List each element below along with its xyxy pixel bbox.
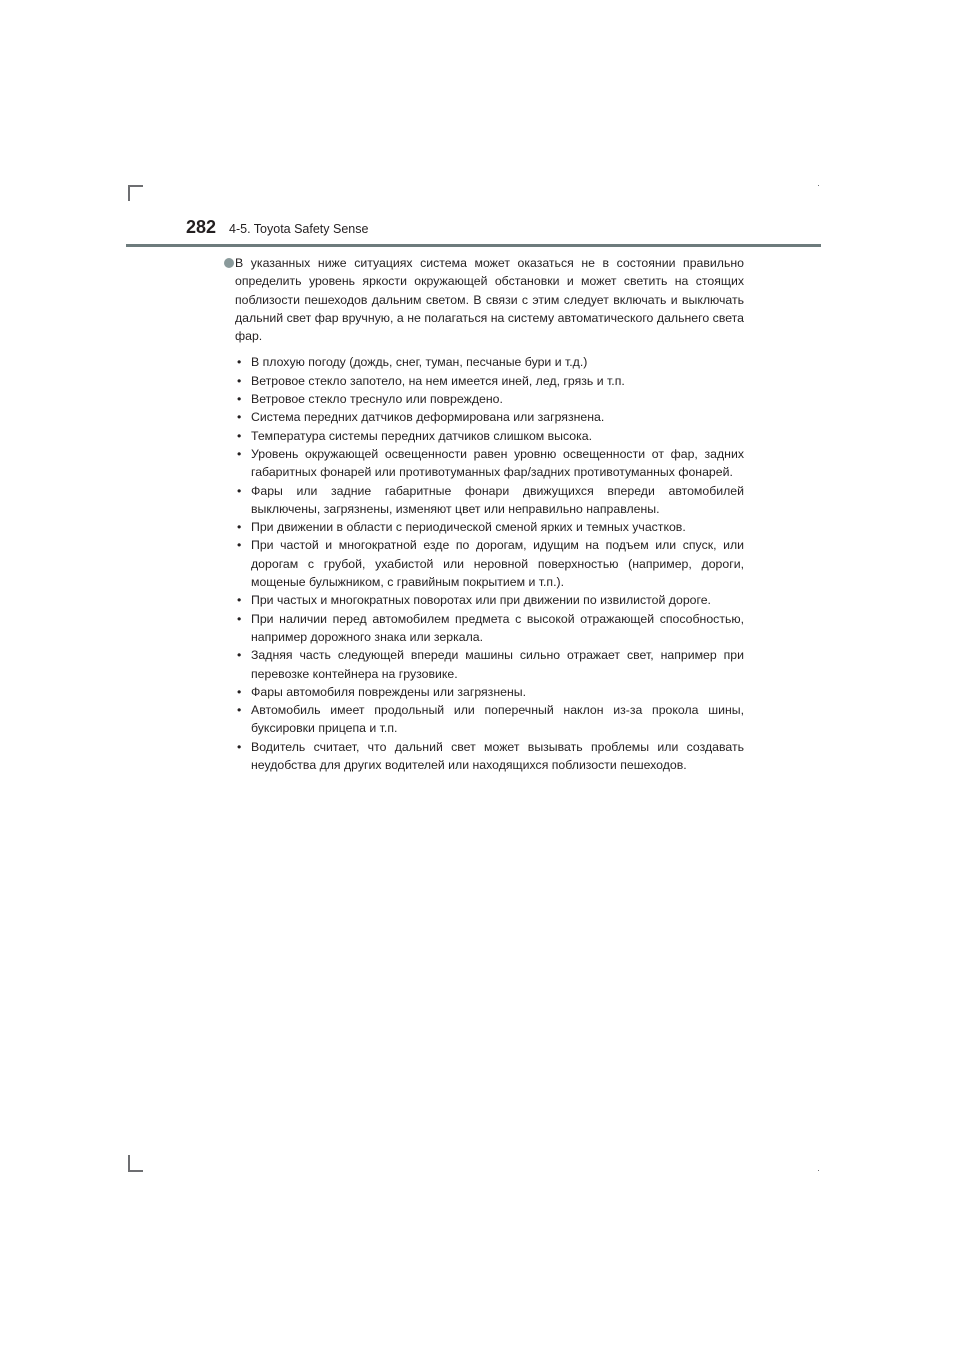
- list-item-text: При частых и многократных поворотах или при движении по извилистой дороге.: [251, 593, 711, 608]
- list-item: [235, 482, 744, 519]
- list-item-text: Уровень окружающей освещенности равен уровню освещенности от фар, задних габаритных фонарей или противотуманных фар/задних противотуманных фонарей.: [251, 446, 744, 480]
- bullet-dot-icon: •: [237, 392, 242, 407]
- list-item-text: Автомобиль имеет продольный или поперечный наклон из-за прокола шины, буксировки прицепа и т.п.: [251, 703, 744, 736]
- list-item-text: Задняя часть следующей впереди машины сильно отражает свет, например при перевозке контейнера на грузовике.: [251, 648, 744, 681]
- list-item: [235, 408, 744, 426]
- filled-circle-bullet-icon: [224, 258, 234, 268]
- list-item-text: Водитель считает, что дальний свет может вызывать проблемы или создавать неудобства для других водителей или находящихся поблизости пешеходов.: [251, 739, 744, 773]
- condition-list: [222, 353, 744, 774]
- lead-paragraph: В указанных ниже ситуациях система может оказаться не в состоянии правильно определить уровень яркости окружающей обстановки и может светить на стоящих поблизости пешеходов дальним светом. В связи с этим следует включать и выключать дальний свет фар вручную, а не полагаться на систему автоматического дальнего света фар.: [235, 256, 744, 344]
- list-item-text: Фары или задние габаритные фонари движущихся впереди автомобилей выключены, загрязнены, изменяют цвет или неправильно направлены.: [251, 483, 744, 516]
- crop-mark-top-left-horizontal: [128, 185, 143, 187]
- bullet-dot-icon: •: [237, 410, 242, 425]
- lead-paragraph-block: [222, 254, 744, 345]
- bullet-dot-icon: •: [237, 446, 242, 461]
- bullet-dot-icon: •: [237, 538, 242, 553]
- bullet-dot-icon: •: [237, 684, 242, 699]
- list-item-text: Ветровое стекло треснуло или повреждено.: [251, 392, 503, 407]
- list-item-text: В плохую погоду (дождь, снег, туман, песчаные бури и т.д.): [251, 355, 588, 370]
- list-item: [235, 536, 744, 591]
- crop-mark-bottom-left-vertical: [128, 1155, 130, 1171]
- list-item: [235, 646, 744, 683]
- page-content: [222, 254, 744, 774]
- section-title: 4-5. Toyota Safety Sense: [229, 222, 369, 236]
- header-divider: [126, 244, 821, 247]
- crop-mark-bottom-right: [818, 1170, 819, 1171]
- list-item: [235, 372, 744, 390]
- crop-mark-top-right: [818, 185, 819, 186]
- list-item-text: При движении в области с периодической сменой ярких и темных участков.: [251, 520, 686, 535]
- bullet-dot-icon: •: [237, 520, 242, 535]
- bullet-dot-icon: •: [237, 648, 242, 663]
- list-item: [235, 390, 744, 408]
- list-item-text: Температура системы передних датчиков слишком высока.: [251, 428, 593, 443]
- list-item: [235, 701, 744, 738]
- bullet-dot-icon: •: [237, 703, 242, 718]
- page-number: 282: [186, 217, 217, 237]
- list-item: [235, 427, 744, 445]
- list-item: [235, 683, 744, 701]
- list-item-text: При наличии перед автомобилем предмета с высокой отражающей способностью, например дорожного знака или зеркала.: [251, 611, 744, 644]
- list-item: [235, 738, 744, 775]
- list-item-text: Ветровое стекло запотело, на нем имеется иней, лед, грязь и т.п.: [251, 373, 625, 388]
- bullet-dot-icon: •: [237, 611, 242, 626]
- crop-mark-bottom-left-horizontal: [128, 1170, 143, 1172]
- list-item-text: Система передних датчиков деформирована или загрязнена.: [251, 410, 605, 425]
- bullet-dot-icon: •: [237, 428, 242, 443]
- bullet-dot-icon: •: [237, 593, 242, 608]
- list-item: [235, 610, 744, 647]
- bullet-dot-icon: •: [237, 373, 242, 388]
- list-item: [235, 353, 744, 371]
- bullet-dot-icon: •: [237, 355, 242, 370]
- bullet-dot-icon: •: [237, 739, 242, 754]
- page-header: [186, 217, 368, 241]
- bullet-dot-icon: •: [237, 483, 242, 498]
- list-item-text: Фары автомобиля повреждены или загрязнены.: [251, 684, 526, 699]
- crop-mark-top-left-vertical: [128, 185, 130, 201]
- list-item-text: При частой и многократной езде по дорогам, идущим на подъем или спуск, или дорогам с грубой, ухабистой или неровной поверхностью (например, дороги, мощеные булыжником, с гравийным покрытием и т.п.).: [251, 538, 744, 590]
- list-item: [235, 518, 744, 536]
- list-item: [235, 591, 744, 609]
- list-item: [235, 445, 744, 482]
